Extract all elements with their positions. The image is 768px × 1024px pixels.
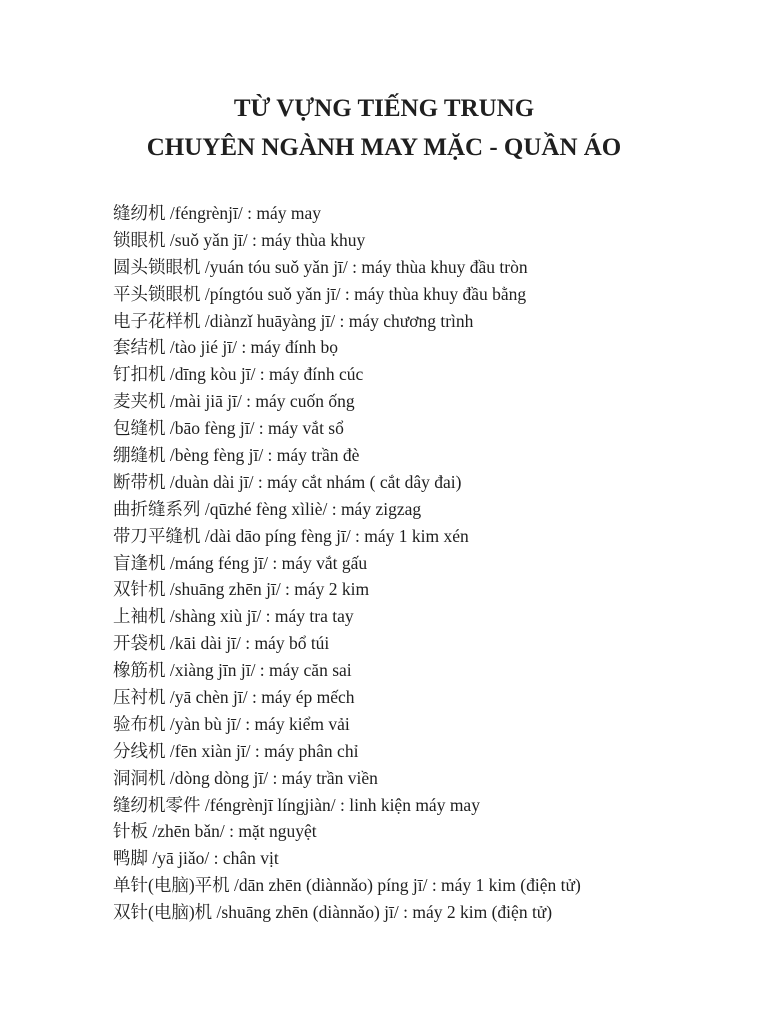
vocab-entry: 麦夹机 /mài jiā jī/ : máy cuốn ống [113, 391, 355, 412]
vocab-entry: 套结机 /tào jié jī/ : máy đính bọ [113, 337, 339, 358]
vocabulary-list [113, 200, 753, 926]
vocab-entry: 电子花样机 /diànzǐ huāyàng jī/ : máy chương trình [113, 310, 474, 331]
vocab-entry: 曲折缝系列 /qūzhé fèng xìliè/ : máy zigzag [113, 498, 422, 519]
vocab-entry: 单针(电脑)平机 /dān zhēn (diànnǎo) píng jī/ : máy 1 kim (điện tử) [113, 875, 581, 896]
document-title-line-2: CHUYÊN NGÀNH MAY MẶC - QUẦN ÁO [146, 134, 622, 161]
vocab-entry: 针板 /zhēn bǎn/ : mặt nguyệt [113, 821, 317, 842]
vocab-entry: 验布机 /yàn bù jī/ : máy kiểm vải [113, 713, 350, 734]
vocab-entry: 盲逢机 /máng féng jī/ : máy vắt gấu [113, 552, 368, 573]
vocab-entry: 断带机 /duàn dài jī/ : máy cắt nhám ( cắt dây đai) [113, 471, 462, 492]
vocab-entry: 平头锁眼机 /píngtóu suǒ yǎn jī/ : máy thùa khuy đầu bằng [113, 283, 527, 304]
vocab-entry: 洞洞机 /dòng dòng jī/ : máy trần viền [113, 767, 378, 788]
vocab-entry: 绷缝机 /bèng fèng jī/ : máy trần đè [113, 445, 360, 466]
vocab-entry: 双针(电脑)机 /shuāng zhēn (diànnǎo) jī/ : máy 2 kim (điện tử) [113, 902, 553, 923]
vocab-entry: 钉扣机 /dīng kòu jī/ : máy đính cúc [113, 364, 364, 385]
vocab-entry: 鸭脚 /yā jiǎo/ : chân vịt [113, 848, 279, 869]
vocab-entry: 橡筋机 /xiàng jīn jī/ : máy căn sai [113, 660, 352, 681]
document-title-line-1: TỪ VỰNG TIẾNG TRUNG [233, 95, 535, 122]
vocab-entry: 上袖机 /shàng xiù jī/ : máy tra tay [113, 606, 354, 627]
vocab-entry: 锁眼机 /suǒ yǎn jī/ : máy thùa khuy [113, 229, 366, 250]
vocab-entry: 分线机 /fēn xiàn jī/ : máy phân chỉ [113, 740, 359, 761]
vocab-entry: 压衬机 /yā chèn jī/ : máy ép mếch [113, 687, 355, 708]
vocab-entry: 缝纫机零件 /féngrènjī língjiàn/ : linh kiện máy may [113, 794, 480, 815]
vocab-entry: 双针机 /shuāng zhēn jī/ : máy 2 kim [113, 579, 370, 600]
vocab-entry: 圆头锁眼机 /yuán tóu suǒ yǎn jī/ : máy thùa khuy đầu tròn [113, 256, 528, 277]
vocab-entry: 带刀平缝机 /dài dāo píng fèng jī/ : máy 1 kim xén [113, 525, 469, 546]
vocab-entry: 缝纫机 /féngrènjī/ : máy may [113, 203, 322, 223]
vocab-entry: 开袋机 /kāi dài jī/ : máy bổ túi [113, 633, 330, 654]
vocab-entry: 包缝机 /bāo fèng jī/ : máy vắt sổ [113, 418, 344, 439]
